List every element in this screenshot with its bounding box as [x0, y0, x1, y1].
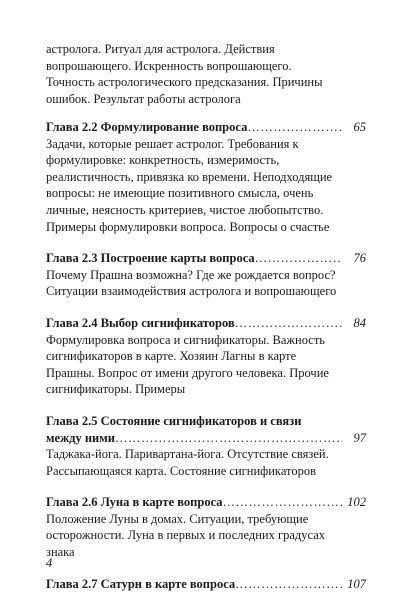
chapter-summary: Почему Прашна возможна? Где же рождается вопрос? Ситуации взаимодействия астролога и вопрошающего — [46, 267, 337, 299]
chapter-title: Глава 2.2 Формулирование вопроса — [46, 120, 248, 134]
continued-description — [46, 41, 346, 107]
chapter-title: Глава 2.7 Сатурн в карте вопроса — [46, 576, 236, 591]
intro-line: ошибок. Результат работы астролога — [46, 91, 241, 106]
toc-entry-2-5 — [46, 413, 366, 479]
dot-leader — [247, 119, 342, 136]
page-number: 107 — [347, 576, 366, 591]
page-number: 65 — [353, 120, 366, 134]
chapter-summary: Положение Луны в домах. Ситуации, требующие осторожности. Луна в первых и последних градусах знака — [46, 511, 326, 560]
page-number: 102 — [347, 495, 366, 510]
toc-entry-2-3 — [46, 250, 366, 300]
chapter-summary: Задачи, которые решает астролог. Требования к формулировке: конкретность, измеримость, реалистичность, привязка ко времени. Неподходящие вопросы: не имеющие позитивного смысла, очень личные, неясность критериев, чистое любопытство. Примеры формулировки вопроса. Вопросы о счастье — [46, 136, 333, 234]
toc-entry-2-4 — [46, 315, 366, 398]
chapter-summary: Формулировка вопроса и сигнификаторы. Важность сигнификаторов в карте. Хозяин Лагны в карте Прашны. Вопрос от имени другого человека. Прочие сигнификаторы. Примеры — [46, 332, 329, 397]
dot-leader — [255, 250, 342, 267]
dot-leader — [235, 315, 342, 332]
intro-line: вопрошающего. Искренность вопрошающего. — [46, 58, 292, 73]
chapter-title: Глава 2.3 Построение карты вопроса — [46, 251, 255, 266]
page-number: 97 — [353, 430, 366, 445]
page-number: 84 — [353, 315, 366, 330]
chapter-summary: Таджака-йога. Паривартана-йога. Отсутствие связей. Рассыпающаяся карта. Состояние сигнификаторов — [46, 447, 329, 478]
dot-leader — [235, 576, 342, 593]
table-of-contents — [46, 119, 366, 607]
toc-entry-2-7 — [46, 576, 366, 593]
dot-leader — [115, 430, 342, 447]
toc-entry-2-2 — [46, 119, 366, 235]
page-number: 76 — [353, 251, 366, 266]
chapter-title-line-1: Глава 2.5 Состояние сигнификаторов и связи — [46, 413, 302, 428]
chapter-title: Глава 2.4 Выбор сигнификаторов — [46, 315, 235, 330]
chapter-title: между ними — [46, 430, 115, 445]
folio-page-number: 4 — [46, 556, 53, 570]
chapter-title: Глава 2.6 Луна в карте вопроса — [46, 495, 223, 510]
intro-line: астролога. Ритуал для астролога. Действия — [46, 42, 275, 56]
dot-leader — [223, 494, 342, 511]
intro-line: Точность астрологического предсказания. Причины — [46, 75, 323, 90]
toc-entry-2-6 — [46, 494, 366, 560]
